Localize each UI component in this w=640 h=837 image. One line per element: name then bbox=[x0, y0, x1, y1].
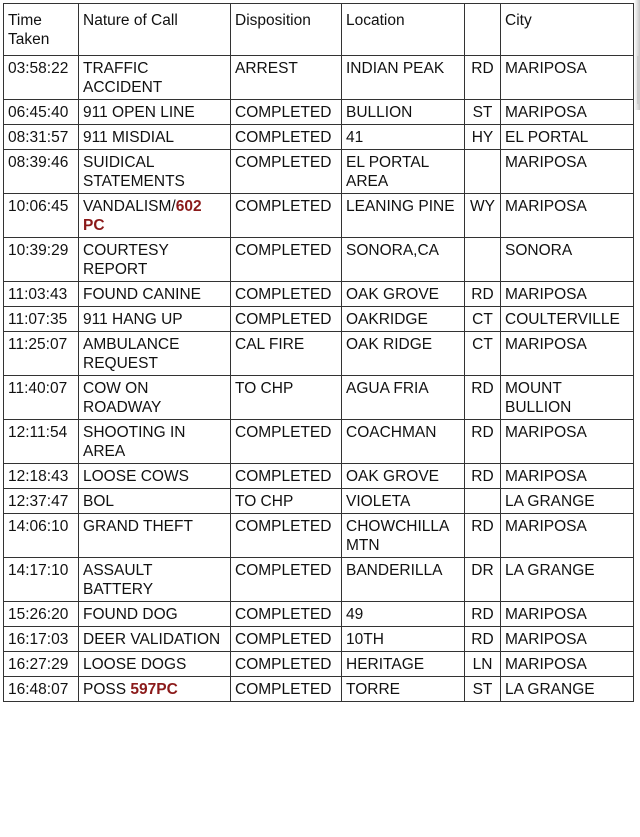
cell-time: 15:26:20 bbox=[4, 602, 79, 627]
cell-suffix: CT bbox=[465, 307, 501, 332]
cell-disposition: CAL FIRE bbox=[231, 332, 342, 376]
cell-time: 16:48:07 bbox=[4, 677, 79, 702]
cell-city: MARIPOSA bbox=[501, 602, 634, 627]
cell-disposition: COMPLETED bbox=[231, 558, 342, 602]
cell-city: MARIPOSA bbox=[501, 420, 634, 464]
table-row bbox=[4, 652, 634, 677]
cell-nature bbox=[79, 194, 231, 238]
cell-location: EL PORTAL AREA bbox=[342, 150, 465, 194]
cell-disposition: COMPLETED bbox=[231, 125, 342, 150]
cell-suffix: CT bbox=[465, 332, 501, 376]
cell-city: MOUNT BULLION bbox=[501, 376, 634, 420]
cell-location: AGUA FRIA bbox=[342, 376, 465, 420]
cell-disposition: COMPLETED bbox=[231, 514, 342, 558]
cell-location: COACHMAN bbox=[342, 420, 465, 464]
cell-time: 08:31:57 bbox=[4, 125, 79, 150]
cell-time: 03:58:22 bbox=[4, 56, 79, 100]
cell-time: 11:07:35 bbox=[4, 307, 79, 332]
cell-nature: AMBULANCE REQUEST bbox=[79, 332, 231, 376]
cell-suffix: LN bbox=[465, 652, 501, 677]
cell-nature: LOOSE COWS bbox=[79, 464, 231, 489]
table-row bbox=[4, 677, 634, 702]
cell-city: COULTERVILLE bbox=[501, 307, 634, 332]
table-row bbox=[4, 464, 634, 489]
header-row bbox=[4, 4, 634, 56]
nature-text: POSS bbox=[83, 681, 131, 698]
cell-suffix: RD bbox=[465, 464, 501, 489]
cell-time: 12:11:54 bbox=[4, 420, 79, 464]
cell-city: MARIPOSA bbox=[501, 627, 634, 652]
cell-location: VIOLETA bbox=[342, 489, 465, 514]
penal-code-highlight: 597PC bbox=[130, 681, 178, 698]
cell-suffix: DR bbox=[465, 558, 501, 602]
cell-suffix: RD bbox=[465, 282, 501, 307]
cell-time: 11:40:07 bbox=[4, 376, 79, 420]
cell-time: 11:25:07 bbox=[4, 332, 79, 376]
cell-location: OAK GROVE bbox=[342, 282, 465, 307]
cell-location: BANDERILLA bbox=[342, 558, 465, 602]
cell-disposition: COMPLETED bbox=[231, 420, 342, 464]
table-row bbox=[4, 150, 634, 194]
table-row bbox=[4, 602, 634, 627]
cell-location: OAKRIDGE bbox=[342, 307, 465, 332]
cell-suffix: RD bbox=[465, 602, 501, 627]
cell-suffix: WY bbox=[465, 194, 501, 238]
table-row bbox=[4, 376, 634, 420]
cell-nature: 911 HANG UP bbox=[79, 307, 231, 332]
cell-location: HERITAGE bbox=[342, 652, 465, 677]
cell-disposition: COMPLETED bbox=[231, 602, 342, 627]
header-time: Time Taken bbox=[4, 4, 79, 56]
cell-disposition: COMPLETED bbox=[231, 652, 342, 677]
table-row bbox=[4, 307, 634, 332]
table-row bbox=[4, 514, 634, 558]
cell-disposition: COMPLETED bbox=[231, 238, 342, 282]
cell-suffix bbox=[465, 150, 501, 194]
cell-disposition: COMPLETED bbox=[231, 307, 342, 332]
cell-location: TORRE bbox=[342, 677, 465, 702]
call-log-table bbox=[3, 3, 634, 702]
cell-suffix: ST bbox=[465, 100, 501, 125]
cell-city: MARIPOSA bbox=[501, 282, 634, 307]
cell-nature: GRAND THEFT bbox=[79, 514, 231, 558]
cell-city: MARIPOSA bbox=[501, 332, 634, 376]
cell-disposition: COMPLETED bbox=[231, 677, 342, 702]
cell-disposition: COMPLETED bbox=[231, 100, 342, 125]
cell-nature: LOOSE DOGS bbox=[79, 652, 231, 677]
cell-city: MARIPOSA bbox=[501, 514, 634, 558]
table-row bbox=[4, 282, 634, 307]
cell-location: 10TH bbox=[342, 627, 465, 652]
header-nature: Nature of Call bbox=[79, 4, 231, 56]
cell-suffix: RD bbox=[465, 514, 501, 558]
call-log-sheet bbox=[3, 3, 633, 702]
header-city: City bbox=[501, 4, 634, 56]
cell-city: MARIPOSA bbox=[501, 100, 634, 125]
cell-disposition: ARREST bbox=[231, 56, 342, 100]
cell-time: 16:27:29 bbox=[4, 652, 79, 677]
cell-time: 08:39:46 bbox=[4, 150, 79, 194]
cell-suffix bbox=[465, 238, 501, 282]
cell-city: LA GRANGE bbox=[501, 489, 634, 514]
cell-nature: COURTESY REPORT bbox=[79, 238, 231, 282]
cell-suffix: RD bbox=[465, 420, 501, 464]
cell-location: OAK RIDGE bbox=[342, 332, 465, 376]
cell-location: INDIAN PEAK bbox=[342, 56, 465, 100]
cell-nature bbox=[79, 677, 231, 702]
cell-suffix: RD bbox=[465, 627, 501, 652]
cell-time: 14:06:10 bbox=[4, 514, 79, 558]
cell-city: MARIPOSA bbox=[501, 150, 634, 194]
cell-time: 11:03:43 bbox=[4, 282, 79, 307]
cell-time: 16:17:03 bbox=[4, 627, 79, 652]
cell-disposition: COMPLETED bbox=[231, 194, 342, 238]
cell-city: LA GRANGE bbox=[501, 558, 634, 602]
cell-location: 41 bbox=[342, 125, 465, 150]
cell-nature: BOL bbox=[79, 489, 231, 514]
cell-disposition: COMPLETED bbox=[231, 282, 342, 307]
cell-city: MARIPOSA bbox=[501, 194, 634, 238]
cell-time: 12:37:47 bbox=[4, 489, 79, 514]
cell-nature: COW ON ROADWAY bbox=[79, 376, 231, 420]
cell-nature: 911 OPEN LINE bbox=[79, 100, 231, 125]
cell-time: 10:06:45 bbox=[4, 194, 79, 238]
cell-time: 10:39:29 bbox=[4, 238, 79, 282]
cell-city: MARIPOSA bbox=[501, 464, 634, 489]
table-row bbox=[4, 627, 634, 652]
cell-city: EL PORTAL bbox=[501, 125, 634, 150]
cell-disposition: TO CHP bbox=[231, 376, 342, 420]
cell-location: CHOWCHILLA MTN bbox=[342, 514, 465, 558]
table-row bbox=[4, 558, 634, 602]
cell-disposition: COMPLETED bbox=[231, 464, 342, 489]
header-disposition: Disposition bbox=[231, 4, 342, 56]
cell-city: SONORA bbox=[501, 238, 634, 282]
cell-time: 06:45:40 bbox=[4, 100, 79, 125]
cell-location: 49 bbox=[342, 602, 465, 627]
cell-nature: FOUND CANINE bbox=[79, 282, 231, 307]
table-row bbox=[4, 420, 634, 464]
cell-location: BULLION bbox=[342, 100, 465, 125]
cell-location: OAK GROVE bbox=[342, 464, 465, 489]
cell-time: 14:17:10 bbox=[4, 558, 79, 602]
cell-suffix: HY bbox=[465, 125, 501, 150]
call-log-body bbox=[4, 56, 634, 702]
table-row bbox=[4, 56, 634, 100]
cell-suffix: RD bbox=[465, 376, 501, 420]
cell-nature: 911 MISDIAL bbox=[79, 125, 231, 150]
cell-disposition: COMPLETED bbox=[231, 150, 342, 194]
cell-city: LA GRANGE bbox=[501, 677, 634, 702]
nature-text: VANDALISM/ bbox=[83, 198, 176, 215]
cell-location: SONORA,CA bbox=[342, 238, 465, 282]
cell-city: MARIPOSA bbox=[501, 652, 634, 677]
table-row bbox=[4, 194, 634, 238]
cell-suffix: ST bbox=[465, 677, 501, 702]
header-location: Location bbox=[342, 4, 465, 56]
table-row bbox=[4, 489, 634, 514]
cell-location: LEANING PINE bbox=[342, 194, 465, 238]
cell-disposition: COMPLETED bbox=[231, 627, 342, 652]
table-row bbox=[4, 332, 634, 376]
cell-nature: ASSAULT BATTERY bbox=[79, 558, 231, 602]
header-suffix bbox=[465, 4, 501, 56]
cell-nature: FOUND DOG bbox=[79, 602, 231, 627]
cell-time: 12:18:43 bbox=[4, 464, 79, 489]
cell-nature: SUIDICAL STATEMENTS bbox=[79, 150, 231, 194]
penal-code-highlight: 602 PC bbox=[83, 198, 202, 234]
table-row bbox=[4, 125, 634, 150]
cell-nature: DEER VALIDATION bbox=[79, 627, 231, 652]
cell-suffix: RD bbox=[465, 56, 501, 100]
cell-disposition: TO CHP bbox=[231, 489, 342, 514]
cell-nature: TRAFFIC ACCIDENT bbox=[79, 56, 231, 100]
cell-nature: SHOOTING IN AREA bbox=[79, 420, 231, 464]
table-row bbox=[4, 238, 634, 282]
cell-city: MARIPOSA bbox=[501, 56, 634, 100]
table-row bbox=[4, 100, 634, 125]
cell-suffix bbox=[465, 489, 501, 514]
